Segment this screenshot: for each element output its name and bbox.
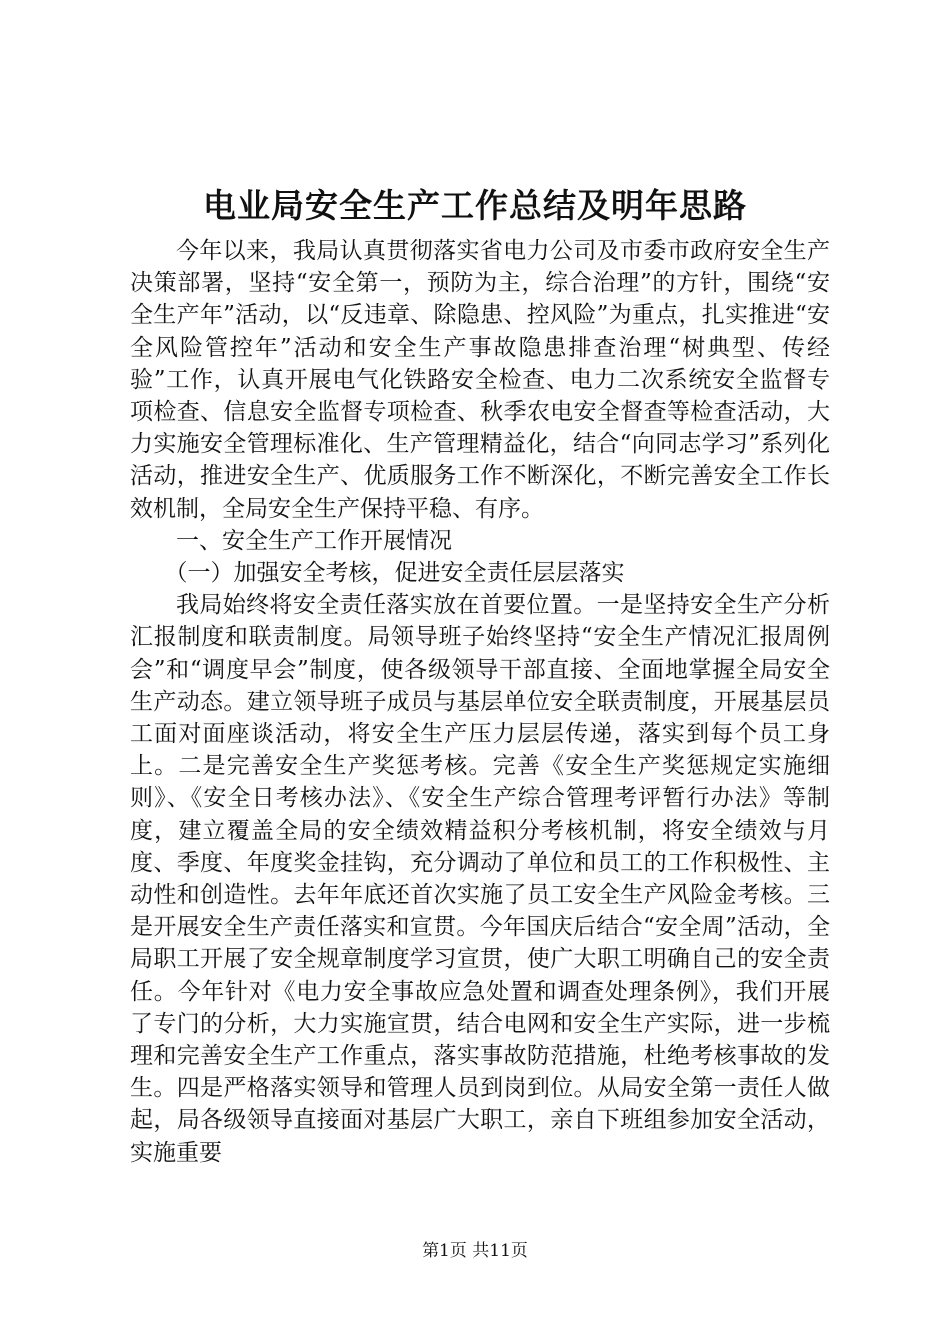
document-body (130, 235, 830, 1169)
page-footer: 第1页 共11页 (422, 1241, 528, 1261)
intro-paragraph: 今年以来，我局认真贯彻落实省电力公司及市委市政府安全生产决策部署，坚持“安全第一，预防为主，综合治理”的方针，围绕“安全生产年”活动，以“反违章、除隐患、控风险”为重点，扎实推进“安全风险管控年”活动和安全生产事故隐患排查治理“树典型、传经验”工作，认真开展电气化铁路安全检查、电力二次系统安全监督专项检查、信息安全监督专项检查、秋季农电安全督查等检查活动，大力实施安全管理标准化、生产管理精益化，结合“向同志学习”系列化活动，推进安全生产、优质服务工作不断深化，不断完善安全工作长效机制，全局安全生产保持平稳、有序。 (130, 238, 830, 522)
subsection-heading: （一）加强安全考核，促进安全责任层层落实 (164, 560, 625, 587)
body-paragraph: 我局始终将安全责任落实放在首要位置。一是坚持安全生产分析汇报制度和联责制度。局领导班子始终坚持“安全生产情况汇报周例会”和“调度早会”制度，使各级领导干部直接、全面地掌握全局安全生产动态。建立领导班子成员与基层单位安全联责制度，开展基层员工面对面座谈活动，将安全生产压力层层传递，落实到每个员工身上。二是完善安全生产奖惩考核。完善《安全生产奖惩规定实施细则》、《安全日考核办法》、《安全生产综合管理考评暂行办法》等制度，建立覆盖全局的安全绩效精益积分考核机制，将安全绩效与月度、季度、年度奖金挂钩，充分调动了单位和员工的工作积极性、主动性和创造性。去年年底还首次实施了员工安全生产风险金考核。三是开展安全生产责任落实和宣贯。今年国庆后结合“安全周”活动，全局职工开展了安全规章制度学习宣贯，使广大职工明确自己的安全责任。今年针对《电力安全事故应急处置和调查处理条例》，我们开展了专门的分析，大力实施宣贯，结合电网和安全生产实际，进一步梳理和完善安全生产工作重点，落实事故防范措施，杜绝考核事故的发生。四是严格落实领导和管理人员到岗到位。从局安全第一责任人做起，局各级领导直接面对基层广大职工，亲自下班组参加安全活动，实施重要 (130, 592, 830, 1166)
page-title: 电业局安全生产工作总结及明年思路 (203, 186, 747, 225)
section-heading: 一、安全生产工作开展情况 (176, 527, 452, 554)
